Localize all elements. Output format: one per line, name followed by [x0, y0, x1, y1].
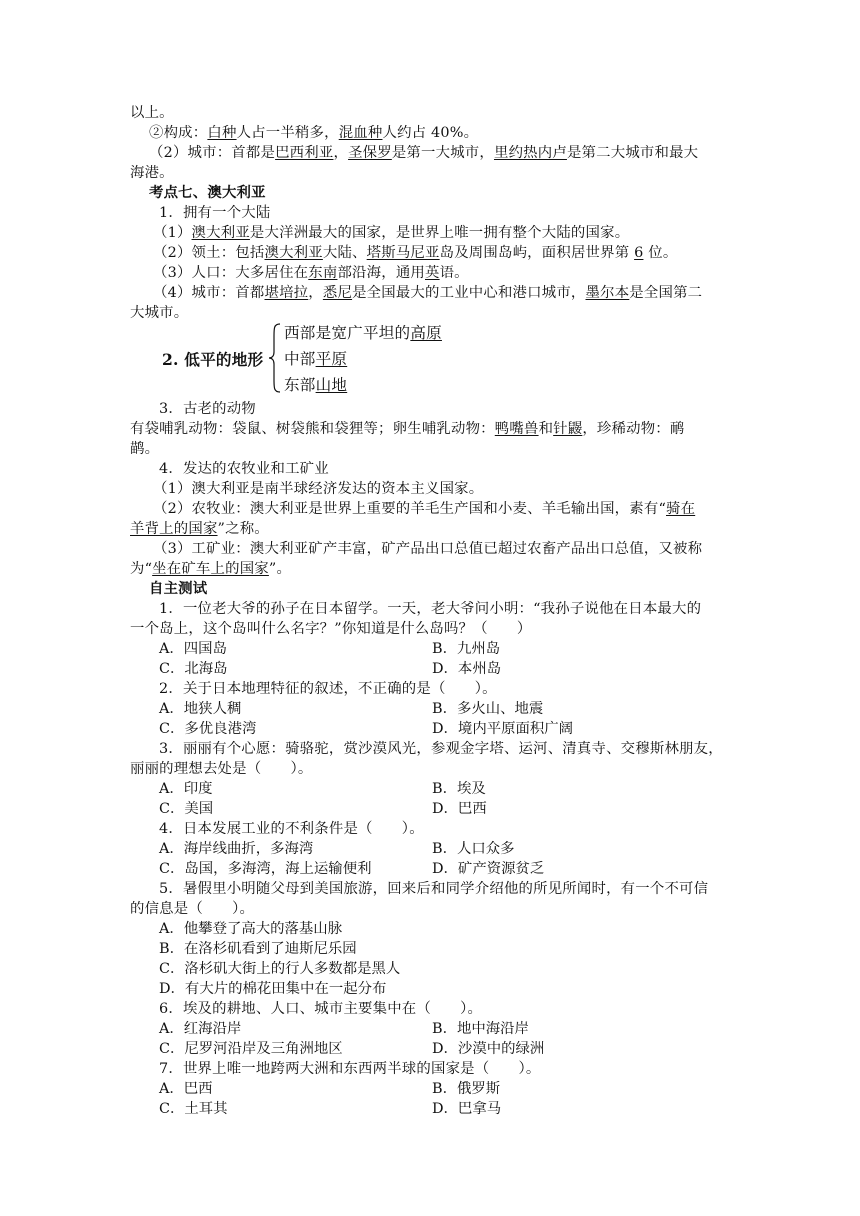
q5-option-b: B．在洛杉矶看到了迪斯尼乐园 [159, 941, 357, 957]
city-line-cont: 海港。 [130, 165, 174, 181]
q4-option-a: A．海岸线曲折，多海湾 [159, 841, 314, 857]
q1-option-b: B．九州岛 [432, 641, 501, 657]
q4-option-b: B．人口众多 [432, 841, 515, 857]
text-line: 有袋哺乳动物：袋鼠、树袋熊和袋狸等；卵生哺乳动物：鸭嘴兽和针鼹，珍稀动物：鸸 [130, 421, 685, 437]
q1-option-d: D．本州岛 [432, 661, 502, 677]
q7-option-d: D．巴拿马 [432, 1101, 502, 1117]
q3-option-a: A．印度 [159, 781, 213, 797]
subsection-title: 3．古老的动物 [159, 401, 256, 417]
terrain-middle: 中部平原 [284, 350, 348, 368]
text-line-cont: 为“坐在矿车上的国家”。 [130, 561, 292, 577]
q2-option-b: B．多火山、地震 [432, 701, 544, 717]
text-line: （1）澳大利亚是南半球经济发达的资本主义国家。 [153, 481, 484, 497]
text-line-cont: 大城市。 [130, 305, 189, 321]
q5-option-a: A．他攀登了高大的落基山脉 [159, 921, 343, 937]
question-1-stem: 1．一位老大爷的孙子在日本留学。一天，老大爷问小明：“我孙子说他在日本最大的 [159, 601, 702, 617]
q6-option-c: C．尼罗河沿岸及三角洲地区 [159, 1041, 343, 1057]
q6-option-a: A．红海沿岸 [159, 1021, 242, 1037]
composition-line: ②构成：白种人占一半稍多，混血种人约占 40%。 [149, 125, 479, 141]
question-6-stem: 6．埃及的耕地、人口、城市主要集中在（ ）。 [159, 1001, 483, 1017]
q4-option-d: D．矿产资源贫乏 [432, 861, 545, 877]
q2-option-d: D．境内平原面积广阔 [432, 721, 574, 737]
answer-white: 白种 [207, 125, 237, 141]
brace-icon [268, 322, 282, 394]
q3-option-d: D．巴西 [432, 801, 487, 817]
question-5-stem-cont: 的信息是（ ）。 [130, 901, 255, 917]
q1-option-a: A．四国岛 [159, 641, 227, 657]
text-line: （2）农牧业：澳大利亚是世界上重要的羊毛生产国和小麦、羊毛输出国，素有“骑在 [153, 501, 696, 517]
question-1-stem-cont: 一个岛上，这个岛叫什么名字？”你知道是什么岛吗？（ ） [130, 621, 532, 637]
q5-option-d: D．有大片的棉花田集中在一起分布 [159, 981, 387, 997]
question-5-stem: 5．暑假里小明随父母到美国旅游，回来后和同学介绍他的所见所闻时，有一个不可信 [159, 881, 709, 897]
q1-option-c: C．北海岛 [159, 661, 228, 677]
terrain-west: 西部是宽广平坦的高原 [284, 324, 442, 342]
question-4-stem: 4．日本发展工业的不利条件是（ ）。 [159, 821, 424, 837]
q7-option-a: A．巴西 [159, 1081, 213, 1097]
question-3-stem: 3．丽丽有个心愿：骑骆驼，赏沙漠风光，参观金字塔、运河、清真寺、交穆斯林朋友， [159, 741, 723, 757]
subsection-title: 4．发达的农牧业和工矿业 [159, 461, 329, 477]
question-2-stem: 2．关于日本地理特征的叙述，不正确的是（ ）。 [159, 681, 497, 697]
city-line: （2）城市：首都是巴西利亚，圣保罗是第一大城市，里约热内卢是第二大城市和最大 [149, 145, 699, 161]
section-heading: 考点七、澳大利亚 [149, 184, 266, 201]
q5-option-c: C．洛杉矶大街上的行人多数都是黑人 [159, 961, 401, 977]
text-line: 以上。 [130, 105, 174, 121]
question-3-stem-cont: 丽丽的理想去处是（ ）。 [130, 761, 313, 777]
subsection-title: 1．拥有一个大陆 [159, 205, 271, 221]
answer-mixed: 混血种 [338, 125, 383, 141]
q2-option-a: A．地狭人稠 [159, 701, 242, 717]
terrain-east: 东部山地 [284, 376, 348, 394]
terrain-label: 2. 低平的地形 [162, 350, 264, 369]
text-line-cont: 羊背上的国家”之称。 [130, 521, 269, 537]
q6-option-b: B．地中海沿岸 [432, 1021, 529, 1037]
q7-option-b: B．俄罗斯 [432, 1081, 501, 1097]
text-line-cont: 鹋。 [130, 441, 160, 457]
text-line: （4）城市：首都堪培拉，悉尼是全国最大的工业中心和港口城市，墨尔本是全国第二 [153, 285, 703, 301]
text-line: （2）领土：包括澳大利亚大陆、塔斯马尼亚岛及周围岛屿，面积居世界第 6 位。 [153, 245, 678, 261]
question-7-stem: 7．世界上唯一地跨两大洲和东西两半球的国家是（ ）。 [159, 1061, 541, 1077]
text-line: （3）人口：大多居住在东南部沿海，通用英语。 [153, 265, 469, 281]
q6-option-d: D．沙漠中的绿洲 [432, 1041, 545, 1057]
section-heading: 自主测试 [149, 580, 208, 597]
text-line: （3）工矿业：澳大利亚矿产丰富，矿产品出口总值已超过农畜产品出口总值，又被称 [153, 541, 703, 557]
q7-option-c: C．土耳其 [159, 1101, 228, 1117]
q2-option-c: C．多优良港湾 [159, 721, 257, 737]
q3-option-c: C．美国 [159, 801, 214, 817]
q3-option-b: B．埃及 [432, 781, 486, 797]
q4-option-c: C．岛国，多海湾，海上运输便利 [159, 861, 372, 877]
text-line: （1）澳大利亚是大洋洲最大的国家，是世界上唯一拥有整个大陆的国家。 [153, 225, 630, 241]
